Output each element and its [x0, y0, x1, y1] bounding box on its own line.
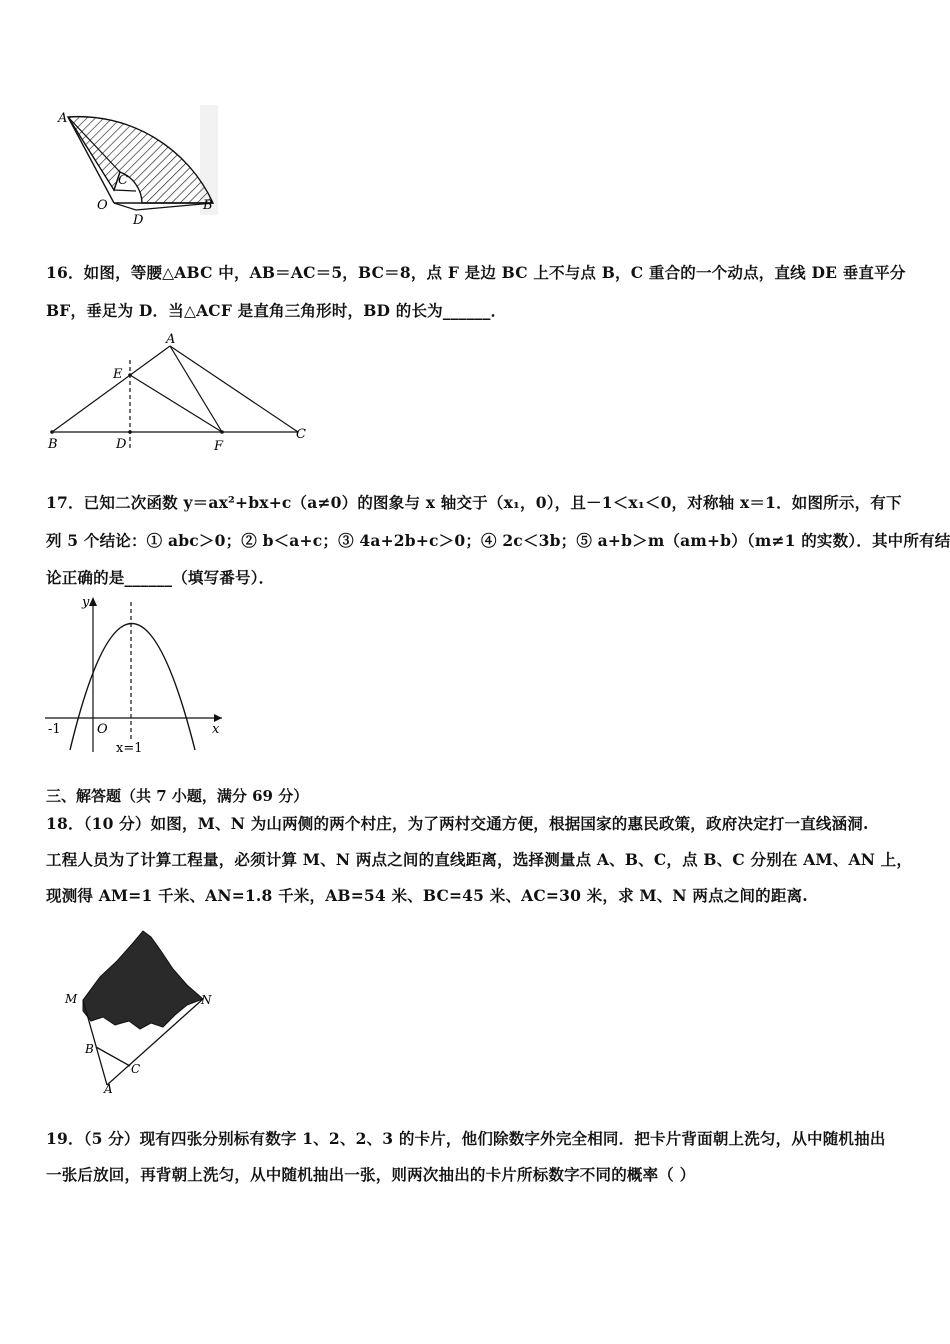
figure-15-label-o: O [97, 198, 108, 213]
q18-line-3: 现测得 AM=1 千米、AN=1.8 千米，AB=54 米、BC=45 米、AC=30 米，求 M、N 两点之间的距离. [46, 886, 808, 905]
figure-16-af [170, 346, 222, 432]
figure-16-label-f: F [214, 439, 224, 454]
figure-16-ef [130, 375, 222, 432]
figure-15-od [114, 203, 136, 210]
figure-15-label-d: D [133, 213, 144, 228]
q17-line-1: 17．已知二次函数 y＝ax²+bx+c（a≠0）的图象与 x 轴交于（x₁，0），且－1＜x₁＜0，对称轴 x＝1．如图所示，有下 [46, 493, 902, 512]
figure-18-label-a: A [104, 1082, 113, 1095]
figure-16-label-b: B [48, 437, 58, 452]
q19-line-1: 19．（5 分）现有四张分别标有数字 1、2、2、3 的卡片，他们除数字外完全相同．把卡片背面朝上洗匀，从中随机抽出 [46, 1129, 886, 1148]
figure-17-parabola [40, 592, 235, 762]
figure-17-curve [70, 624, 195, 751]
figure-15-label-c: C [118, 173, 128, 188]
figure-15-shaded-region [68, 117, 213, 203]
q16-line-1: 16．如图，等腰△ABC 中，AB＝AC＝5，BC＝8，点 F 是边 BC 上不与点 B，C 重合的一个动点，直线 DE 垂直平分 [46, 263, 906, 282]
figure-16-label-e: E [113, 367, 123, 382]
q16-line-2: BF，垂足为 D．当△ACF 是直角三角形时，BD 的长为______． [46, 301, 507, 320]
figure-15-label-a: A [58, 111, 68, 126]
figure-16-label-a: A [166, 332, 176, 347]
figure-17-label-axis: x=1 [116, 741, 143, 756]
q18-line-2: 工程人员为了计算工程量，必须计算 M、N 两点之间的直线距离，选择测量点 A、B、C，点 B、C 分别在 AM、AN 上， [46, 850, 913, 869]
q19-line-2: 一张后放回，再背朝上洗匀，从中随机抽出一张，则两次抽出的卡片所标数字不同的概率（ ） [46, 1165, 696, 1184]
figure-16-ac [170, 346, 298, 432]
figure-16-label-c: C [296, 427, 306, 442]
section-3-heading: 三、解答题（共 7 小题，满分 69 分） [46, 787, 309, 805]
figure-16-triangle [40, 330, 320, 460]
figure-17-label-x: x [212, 722, 220, 737]
figure-18-label-n: N [201, 993, 212, 1007]
figure-18-mountain [55, 925, 225, 1095]
figure-15-sector [50, 95, 230, 230]
figure-17-label-neg1: -1 [48, 722, 61, 737]
q17-line-2: 列 5 个结论：① abc＞0；② b＜a+c；③ 4a+2b+c＞0；④ 2c＜3b；⑤ a+b＞m（am+b）（m≠1 的实数）．其中所有结 [46, 531, 950, 550]
figure-18-label-c: C [131, 1062, 141, 1076]
figure-18-label-m: M [65, 992, 78, 1006]
q17-line-3: 论正确的是______（填写番号）． [46, 568, 275, 587]
figure-17-label-origin: O [97, 722, 108, 737]
figure-18-label-b: B [85, 1042, 94, 1056]
figure-15-label-b: B [203, 198, 213, 213]
figure-16-label-d: D [116, 437, 127, 452]
q18-line-1: 18．（10 分）如图，M、N 为山两侧的两个村庄，为了两村交通方便，根据国家的惠民政策，政府决定打一直线涵洞. [46, 814, 869, 833]
figure-17-label-y: y [82, 595, 90, 610]
